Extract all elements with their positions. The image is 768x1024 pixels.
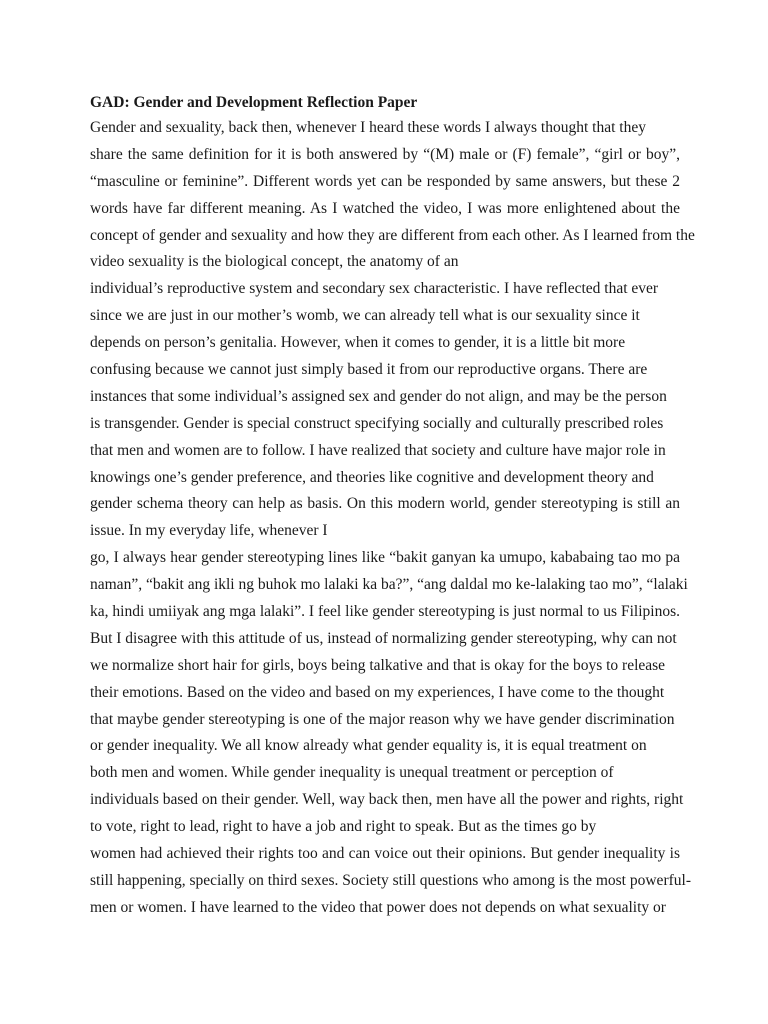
text-line: gender schema theory can help as basis. On this modern world, gender stereotyping is still an [90, 495, 680, 513]
text-line: issue. In my everyday life, whenever I [90, 522, 328, 540]
text-line: words have far different meaning. As I watched the video, I was more enlightened about the [90, 199, 680, 217]
text-line: men or women. I have learned to the video that power does not depends on what sexuality or [90, 898, 666, 916]
text-line: women had achieved their rights too and can voice out their opinions. But gender inequality is [90, 845, 680, 863]
text-line: video sexuality is the biological concept, the anatomy of an [90, 253, 459, 271]
text-line: But I disagree with this attitude of us, instead of normalizing gender stereotyping, why can not [90, 629, 677, 647]
text-line: that maybe gender stereotyping is one of the major reason why we have gender discrimination [90, 710, 675, 728]
text-line: confusing because we cannot just simply based it from our reproductive organs. There are [90, 361, 648, 379]
text-line: still happening, specially on third sexes. Society still questions who among is the most powerful- [90, 871, 691, 889]
document-title: GAD: Gender and Development Reflection Paper [90, 94, 418, 111]
text-line: that men and women are to follow. I have realized that society and culture have major role in [90, 441, 666, 459]
text-line: ka, hindi umiiyak ang mga lalaki”. I feel like gender stereotyping is just normal to us Filipinos. [90, 603, 680, 621]
text-line: naman”, “bakit ang ikli ng buhok mo lalaki ka ba?”, “ang daldal mo ke-lalaking tao mo”, “lalaki [90, 576, 688, 594]
text-line: instances that some individual’s assigned sex and gender do not align, and may be the person [90, 387, 667, 405]
text-line: since we are just in our mother’s womb, we can already tell what is our sexuality since it [90, 307, 640, 325]
text-line: “masculine or feminine”. Different words yet can be responded by same answers, but these 2 [90, 172, 680, 190]
text-line: concept of gender and sexuality and how they are different from each other. As I learned from the [90, 226, 695, 244]
text-line: go, I always hear gender stereotyping lines like “bakit ganyan ka umupo, kababaing tao mo pa [90, 549, 680, 567]
text-line: individuals based on their gender. Well, way back then, men have all the power and rights, right [90, 791, 684, 809]
text-line: is transgender. Gender is special construct specifying socially and culturally prescribed roles [90, 414, 664, 432]
document-body [90, 115, 695, 922]
text-line: depends on person’s genitalia. However, when it comes to gender, it is a little bit more [90, 334, 626, 352]
text-line: Gender and sexuality, back then, whenever I heard these words I always thought that they [90, 119, 646, 136]
text-line: or gender inequality. We all know already what gender equality is, it is equal treatment on [90, 737, 647, 755]
text-line: we normalize short hair for girls, boys being talkative and that is okay for the boys to release [90, 656, 666, 674]
document-text [90, 91, 695, 922]
text-line: to vote, right to lead, right to have a job and right to speak. But as the times go by [90, 818, 597, 836]
text-line: share the same definition for it is both answered by “(M) male or (F) female”, “girl or boy”, [90, 145, 680, 163]
text-line: both men and women. While gender inequality is unequal treatment or perception of [90, 764, 614, 782]
text-line: their emotions. Based on the video and based on my experiences, I have come to the thought [90, 683, 665, 701]
text-line: knowings one’s gender preference, and theories like cognitive and development theory and [90, 468, 654, 486]
text-line: individual’s reproductive system and secondary sex characteristic. I have reflected that ever [90, 280, 659, 298]
